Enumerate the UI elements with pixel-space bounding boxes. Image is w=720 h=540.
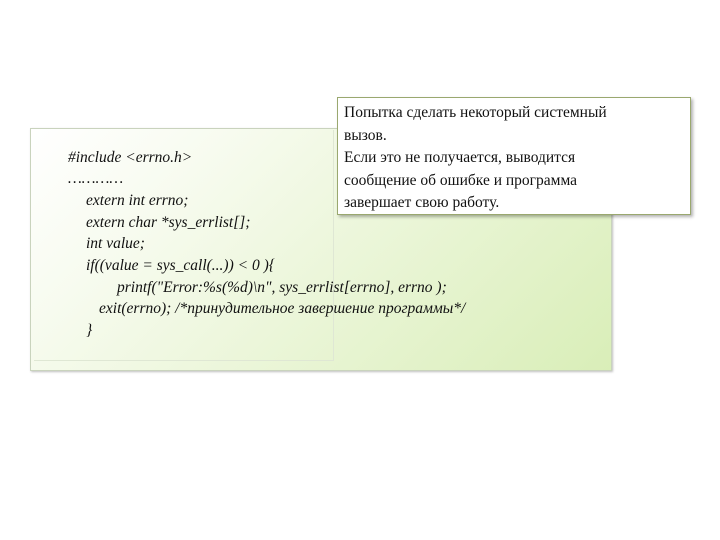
code-line-close-brace: } xyxy=(86,322,93,339)
code-line-if: if((value = sys_call(...)) < 0 ){ xyxy=(86,257,275,274)
callout-line: Попытка сделать некоторый системный xyxy=(344,104,607,121)
code-line-printf: printf("Error:%s(%d)\n", sys_errlist[errno], errno ); xyxy=(117,279,447,296)
code-line-extern-errlist: extern char *sys_errlist[]; xyxy=(86,214,251,231)
code-line-int-value: int value; xyxy=(86,235,145,252)
code-line-exit: exit(errno); /*принудительное завершение программы*/ xyxy=(99,300,466,317)
inner-divider xyxy=(333,130,334,361)
code-line-ellipsis: ………… xyxy=(68,170,124,187)
callout-box xyxy=(337,97,691,215)
inner-bottom-rule xyxy=(34,360,334,361)
callout-line: вызов. xyxy=(344,126,387,144)
code-line-include: #include <errno.h> xyxy=(68,149,193,166)
callout-line: завершает свою работу. xyxy=(344,194,500,211)
callout-line: Если это не получается, выводится xyxy=(344,149,576,166)
callout-line: сообщение об ошибке и программа xyxy=(344,171,578,189)
code-line-extern-errno: extern int errno; xyxy=(86,192,189,209)
